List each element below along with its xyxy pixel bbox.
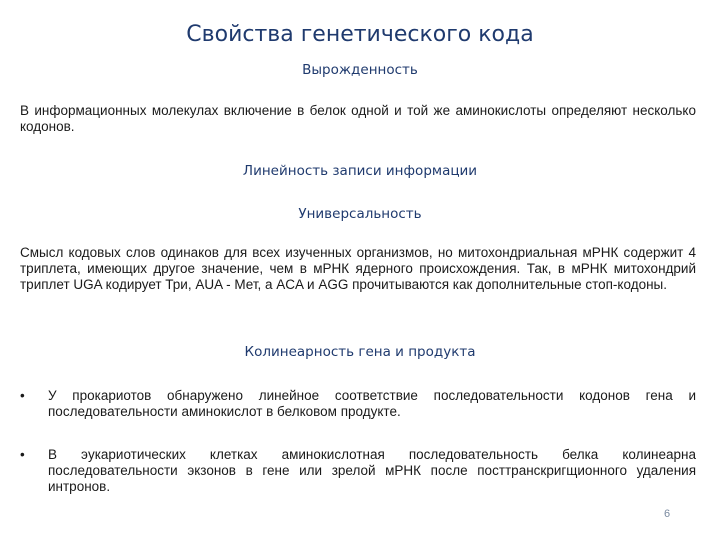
heading-universality: Универсальность <box>298 206 422 222</box>
bullet-text: В эукариотических клетках аминокислотная последовательность белка колинеарна последовательности экзонов в гене или зрелой мРНК после посттранскригщионного удаления интронов. <box>48 447 696 494</box>
paragraph-degeneracy: В информационных молекулах включение в белок одной и той же аминокислоты определяют несколько кодонов. <box>20 103 696 134</box>
bullet-mark: • <box>20 447 25 462</box>
bullet-item-eukaryotes <box>20 447 696 495</box>
page-number: 6 <box>664 508 671 520</box>
heading-degeneracy: Вырожденность <box>302 62 418 78</box>
slide-title: Свойства генетического кода <box>186 22 534 47</box>
bullet-item-prokaryotes <box>20 388 696 420</box>
paragraph-universality: Смысл кодовых слов одинаков для всех изученных организмов, но митохондриальная мРНК содержит 4 триплета, имеющих другое значение, чем в мРНК ядерного происхождения. Так, в мРНК митохондрий триплет UGA кодирует Три, AUA - Мет, а ACA и AGG прочитываются как дополнительные стоп-кодоны. <box>20 245 696 292</box>
bullet-text: У прокариотов обнаружено линейное соответствие последовательности кодонов гена и последовательности аминокислот в белковом продукте. <box>48 388 696 419</box>
heading-linearity: Линейность записи информации <box>242 163 478 179</box>
heading-colinearity: Колинеарность гена и продукта <box>244 344 476 360</box>
bullet-mark: • <box>20 388 25 403</box>
